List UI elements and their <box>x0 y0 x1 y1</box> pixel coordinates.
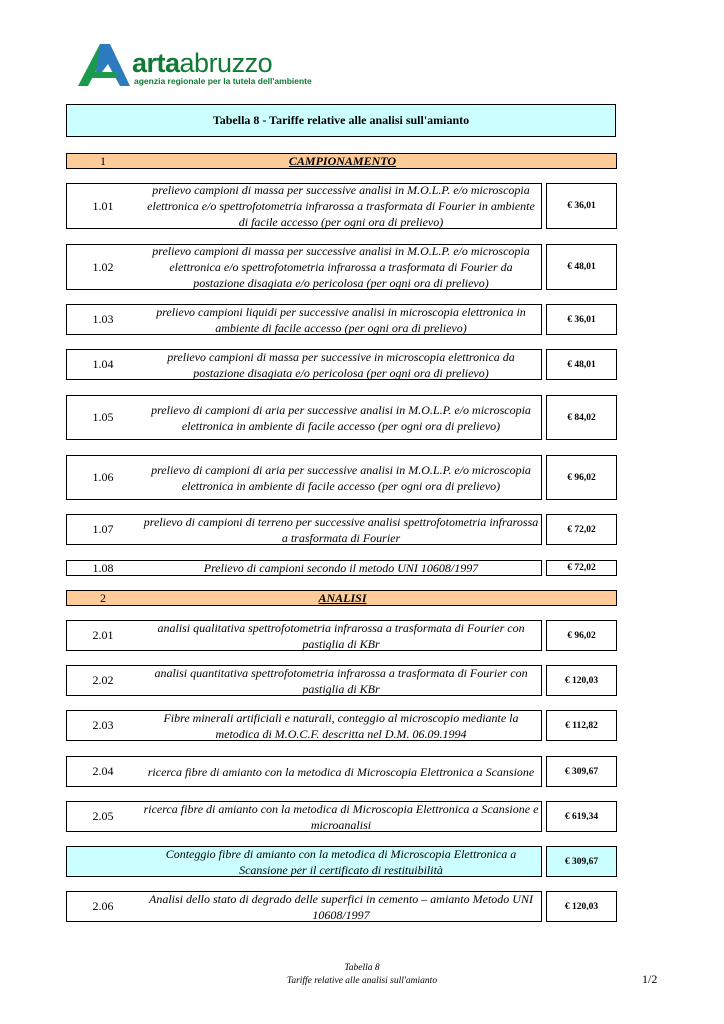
row-code: 1.05 <box>92 410 114 424</box>
table-row <box>66 846 542 877</box>
row-description: Conteggio fibre di amianto con la metodica di Microscopia Elettronica a Scansione per il certificato di restituibilità <box>165 846 517 877</box>
footer-line-1: Tabella 8 <box>344 963 380 973</box>
table-row <box>66 349 542 380</box>
page-number: 1/2 <box>642 972 658 986</box>
row-price: € 84,02 <box>546 395 617 440</box>
table-row <box>66 710 542 741</box>
row-description: ricerca fibre di amianto con la metodica di Microscopia Elettronica a Scansione <box>147 764 535 779</box>
section-number: 1 <box>100 153 106 168</box>
table-row <box>66 891 542 922</box>
row-price: € 309,67 <box>546 846 617 877</box>
logo-tagline: agenzia regionale per la tutela dell'ambiente <box>134 76 312 86</box>
table-title: Tabella 8 - Tariffe relative alle analisi sull'amianto <box>66 104 616 137</box>
row-price: € 36,01 <box>546 183 617 229</box>
row-price: € 72,02 <box>546 560 617 576</box>
row-description: Analisi dello stato di degrado delle superfici in cemento – amianto Metodo UNI 10608/1997 <box>149 891 533 922</box>
row-price: € 96,02 <box>546 455 617 500</box>
section-label: CAMPIONAMENTO <box>288 153 397 168</box>
row-description: Fibre minerali artificiali e naturali, conteggio al microscopio mediante la metodica di M.O.C.F. descritta nel D.M. 06.09.1994 <box>163 710 519 741</box>
row-code: 1.03 <box>92 312 114 326</box>
table-row <box>66 665 542 696</box>
row-code: 2.05 <box>92 809 114 823</box>
row-code: 2.06 <box>92 899 114 913</box>
table-row <box>66 560 542 576</box>
table-row <box>66 620 542 651</box>
section-analisi <box>66 590 617 606</box>
page-footer <box>0 962 724 988</box>
row-code: 2.02 <box>92 673 114 687</box>
row-description: prelievo di campioni di aria per successive analisi in M.O.L.P. e/o microscopia elettronica in ambiente di facile accesso (per ogni ora di prelievo) <box>151 462 531 493</box>
arta-mountain-icon <box>76 42 132 88</box>
row-description: prelievo campioni liquidi per successive analisi in microscopia elettronica in ambiente di facile accesso (per ogni ora di prelievo) <box>156 304 526 335</box>
row-description: analisi qualitativa spettrofotometria infrarossa a trasformata di Fourier con pastiglia di KBr <box>157 620 525 651</box>
arta-abruzzo-logo <box>76 42 316 90</box>
section-number: 2 <box>100 590 106 605</box>
row-code: 2.01 <box>92 628 114 642</box>
table-row <box>66 395 542 440</box>
table-row <box>66 514 542 545</box>
table-row <box>66 304 542 335</box>
row-description: prelievo campioni di massa per successive analisi in M.O.L.P. e/o microscopia elettronica e/o spettrofotometria infrarossa a trasformata di Fourier in ambiente di facile accesso (per ogni ora di prelievo) <box>147 183 535 229</box>
row-description: prelievo di campioni di aria per successive analisi in M.O.L.P. e/o microscopia elettronica in ambiente di facile accesso (per ogni ora di prelievo) <box>151 402 531 433</box>
row-description: ricerca fibre di amianto con la metodica di Microscopia Elettronica a Scansione e microanalisi <box>143 801 539 832</box>
row-price: € 48,01 <box>546 244 617 290</box>
row-description: analisi quantitativa spettrofotometria infrarossa a trasformata di Fourier con pastiglia di KBr <box>154 665 528 696</box>
row-description: prelievo di campioni di terreno per successive analisi spettrofotometria infrarossa a trasformata di Fourier <box>143 514 539 545</box>
row-price: € 96,02 <box>546 620 617 651</box>
table-row <box>66 455 542 500</box>
row-price: € 309,67 <box>546 756 617 787</box>
row-code: 1.06 <box>92 470 114 484</box>
row-description: Prelievo di campioni secondo il metodo UNI 10608/1997 <box>203 561 479 575</box>
row-price: € 120,03 <box>546 665 617 696</box>
row-price: € 120,03 <box>546 891 617 922</box>
row-code: 2.04 <box>92 764 114 778</box>
row-price: € 72,02 <box>546 514 617 545</box>
row-price: € 619,34 <box>546 801 617 832</box>
row-description: prelievo campioni di massa per successive analisi in M.O.L.P. e/o microscopia elettronica e/o spettrofotometria infrarossa a trasformata di Fourier da postazione disagiata e/o pericolosa (per ogni ora di prelievo) <box>152 244 530 290</box>
section-label: ANALISI <box>318 590 367 605</box>
row-price: € 36,01 <box>546 304 617 335</box>
row-price: € 112,82 <box>546 710 617 741</box>
row-code: 1.01 <box>92 198 114 213</box>
row-code: 1.02 <box>92 259 114 274</box>
table-row <box>66 801 542 832</box>
section-campionamento <box>66 153 617 169</box>
row-code: 1.08 <box>92 560 114 575</box>
table-row <box>66 756 542 787</box>
row-code: 1.07 <box>92 522 114 536</box>
table-row <box>66 183 542 229</box>
row-price: € 48,01 <box>546 349 617 380</box>
row-code <box>67 847 139 876</box>
row-code: 1.04 <box>92 357 114 371</box>
footer-line-2: Tariffe relative alle analisi sull'amianto <box>286 976 438 986</box>
row-code: 2.03 <box>92 718 114 732</box>
table-row <box>66 244 542 290</box>
logo-wordmark: artaabruzzo <box>132 48 273 78</box>
row-description: prelievo campioni di massa per successive in microscopia elettronica da postazione disagiata e/o pericolosa (per ogni ora di prelievo) <box>167 349 515 380</box>
